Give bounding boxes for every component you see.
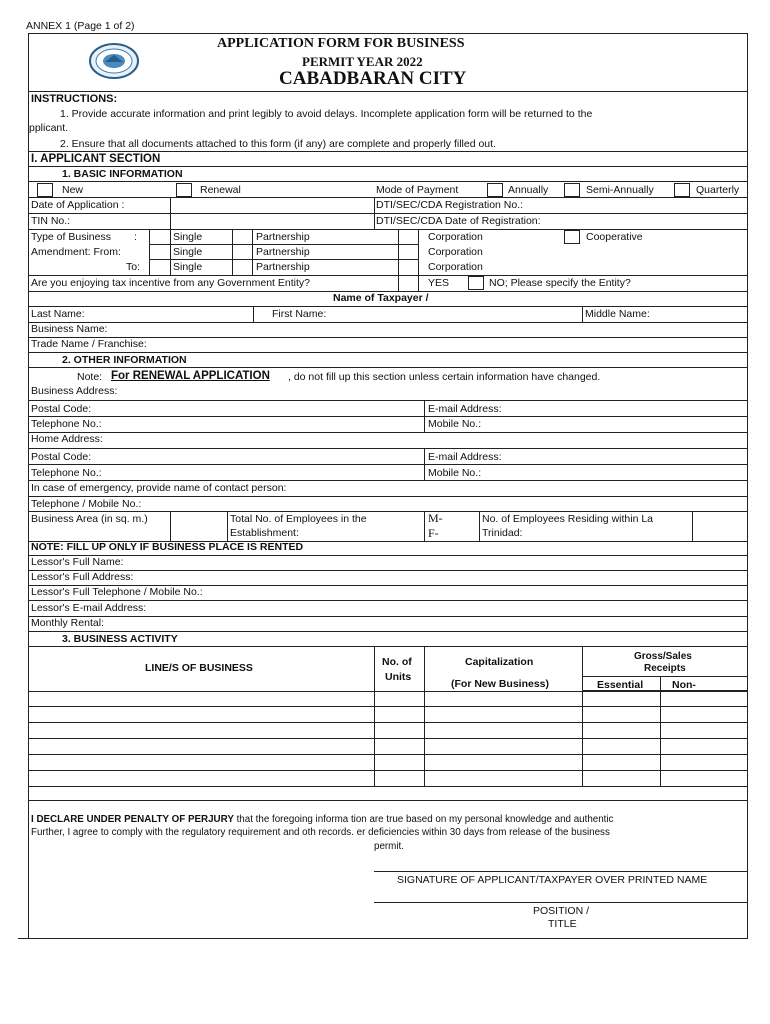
- amendment-to-label: To:: [126, 261, 141, 273]
- capitalization-header: Capitalization: [465, 656, 534, 668]
- middle-name-label: Middle Name:: [585, 308, 650, 320]
- monthly-rental-label: Monthly Rental:: [31, 617, 104, 629]
- other-info-heading: 2. OTHER INFORMATION: [62, 354, 187, 366]
- annually-label: Annually: [508, 184, 549, 196]
- amendment-from-label: Amendment: From:: [31, 246, 121, 258]
- non-essential-header: Non-: [672, 679, 696, 691]
- note-prefix: Note:: [77, 371, 103, 383]
- line-business-header: LINE/S OF BUSINESS: [145, 662, 253, 674]
- instructions-heading: INSTRUCTIONS:: [31, 93, 118, 105]
- business-area-label: Business Area (in sq. m.): [31, 513, 148, 525]
- business-telephone-label: Telephone No.:: [31, 418, 102, 430]
- type-business-label: Type of Business: [31, 231, 111, 243]
- lessor-name-label: Lessor's Full Name:: [31, 556, 124, 568]
- male-label: M-: [428, 511, 443, 525]
- city-name: CABADBARAN CITY: [279, 68, 467, 89]
- semi-annually-checkbox[interactable]: [564, 183, 580, 197]
- employees-residing-label-2: Trinidad:: [482, 527, 523, 539]
- tin-label: TIN No.:: [31, 215, 71, 227]
- home-address-label: Home Address:: [31, 433, 103, 445]
- partnership-from-label: Partnership: [256, 246, 310, 258]
- table-row[interactable]: [28, 786, 747, 787]
- quarterly-label: Quarterly: [696, 184, 740, 196]
- mode-payment-label: Mode of Payment: [376, 184, 459, 196]
- first-name-label: First Name:: [272, 308, 327, 320]
- permit-year: PERMIT YEAR 2022: [302, 54, 423, 69]
- declaration-line-3: permit.: [374, 841, 404, 852]
- table-row[interactable]: [28, 754, 747, 755]
- title-label: TITLE: [548, 918, 577, 930]
- home-telephone-label: Telephone No.:: [31, 467, 102, 479]
- single-from-label: Single: [173, 246, 203, 258]
- name-taxpayer-heading: Name of Taxpayer /: [333, 292, 429, 304]
- table-row[interactable]: [28, 722, 747, 723]
- total-employees-label-1: Total No. of Employees in the: [230, 513, 367, 525]
- employees-residing-label-1: No. of Employees Residing within La: [482, 513, 654, 525]
- home-email-label: E-mail Address:: [428, 451, 502, 463]
- emergency-contact-label: In case of emergency, provide name of contact person:: [31, 482, 287, 494]
- gross-sales-header: Gross/Sales: [634, 651, 692, 662]
- city-seal-icon: [88, 42, 140, 80]
- instruction-1: 1. Provide accurate information and print legibly to avoid delays. Incomplete application form will be returned to the: [60, 108, 593, 120]
- type-business-colon: :: [134, 231, 137, 243]
- cooperative-checkbox[interactable]: [564, 230, 580, 244]
- business-postal-label: Postal Code:: [31, 403, 92, 415]
- business-email-label: E-mail Address:: [428, 403, 502, 415]
- partnership-to-label: Partnership: [256, 261, 310, 273]
- basic-info-heading: 1. BASIC INFORMATION: [62, 168, 183, 180]
- renewal-checkbox[interactable]: [176, 183, 192, 197]
- note-text: , do not fill up this section unless certain information have changed.: [288, 371, 601, 383]
- applicant-section-heading: I. APPLICANT SECTION: [31, 153, 161, 165]
- lessor-address-label: Lessor's Full Address:: [31, 571, 134, 583]
- receipts-header: Receipts: [644, 663, 686, 674]
- dti-date-label: DTI/SEC/CDA Date of Registration:: [376, 215, 541, 227]
- annually-checkbox[interactable]: [487, 183, 503, 197]
- business-mobile-label: Mobile No.:: [428, 418, 482, 430]
- corporation-type-label: Corporation: [428, 231, 483, 243]
- yes-label: YES: [428, 277, 450, 289]
- home-postal-label: Postal Code:: [31, 451, 92, 463]
- cooperative-label: Cooperative: [586, 231, 643, 243]
- partnership-type-label: Partnership: [256, 231, 310, 243]
- female-label: F-: [428, 526, 439, 540]
- table-row[interactable]: [28, 706, 747, 707]
- instruction-1-cont: pplicant.: [29, 122, 69, 134]
- instruction-2: 2. Ensure that all documents attached to this form (if any) are complete and properly filled out.: [60, 138, 496, 150]
- business-activity-heading: 3. BUSINESS ACTIVITY: [62, 633, 178, 645]
- last-name-label: Last Name:: [31, 308, 85, 320]
- total-employees-label-2: Establishment:: [230, 527, 299, 539]
- semi-annually-label: Semi-Annually: [586, 184, 654, 196]
- dti-reg-no-label: DTI/SEC/CDA Registration No.:: [376, 199, 524, 211]
- no-checkbox[interactable]: [468, 276, 484, 290]
- business-address-label: Business Address:: [31, 385, 118, 397]
- corporation-from-label: Corporation: [428, 246, 483, 258]
- declaration-line-2: Further, I agree to comply with the regulatory requirement and oth records. er deficiencies within 30 days from release of the business: [31, 827, 610, 838]
- table-row[interactable]: [28, 738, 747, 739]
- corporation-to-label: Corporation: [428, 261, 483, 273]
- date-application-label: Date of Application :: [31, 199, 125, 211]
- declaration-bold: I DECLARE UNDER PENALTY OF PERJURY: [31, 814, 234, 825]
- units-header: Units: [385, 671, 412, 683]
- trade-name-label: Trade Name / Franchise:: [31, 338, 147, 350]
- lessor-phone-label: Lessor's Full Telephone / Mobile No.:: [31, 586, 203, 598]
- business-name-label: Business Name:: [31, 323, 108, 335]
- declaration-line-1: [31, 813, 613, 826]
- single-type-label: Single: [173, 231, 203, 243]
- tax-incentive-question: Are you enjoying tax incentive from any Government Entity?: [31, 277, 310, 289]
- no-of-header: No. of: [382, 656, 412, 668]
- emergency-phone-label: Telephone / Mobile No.:: [31, 498, 142, 510]
- annex-label: ANNEX 1 (Page 1 of 2): [26, 20, 135, 32]
- renewal-application-note: For RENEWAL APPLICATION: [111, 370, 270, 382]
- no-specify-label: NO; Please specify the Entity?: [489, 277, 631, 289]
- rented-note: NOTE: FILL UP ONLY IF BUSINESS PLACE IS RENTED: [31, 541, 304, 553]
- essential-header: Essential: [597, 679, 644, 691]
- signature-label: SIGNATURE OF APPLICANT/TAXPAYER OVER PRINTED NAME: [397, 874, 708, 886]
- renewal-label: Renewal: [200, 184, 241, 196]
- table-row[interactable]: [28, 770, 747, 771]
- single-to-label: Single: [173, 261, 203, 273]
- new-label: New: [62, 184, 84, 196]
- for-new-business-header: (For New Business): [451, 678, 550, 690]
- lessor-email-label: Lessor's E-mail Address:: [31, 602, 147, 614]
- form-title: APPLICATION FORM FOR BUSINESS: [217, 36, 465, 51]
- quarterly-checkbox[interactable]: [674, 183, 690, 197]
- new-checkbox[interactable]: [37, 183, 53, 197]
- declaration-rest: that the foregoing informa tion are true based on my personal knowledge and authentic: [233, 814, 614, 825]
- position-label: POSITION /: [533, 905, 590, 917]
- home-mobile-label: Mobile No.:: [428, 467, 482, 479]
